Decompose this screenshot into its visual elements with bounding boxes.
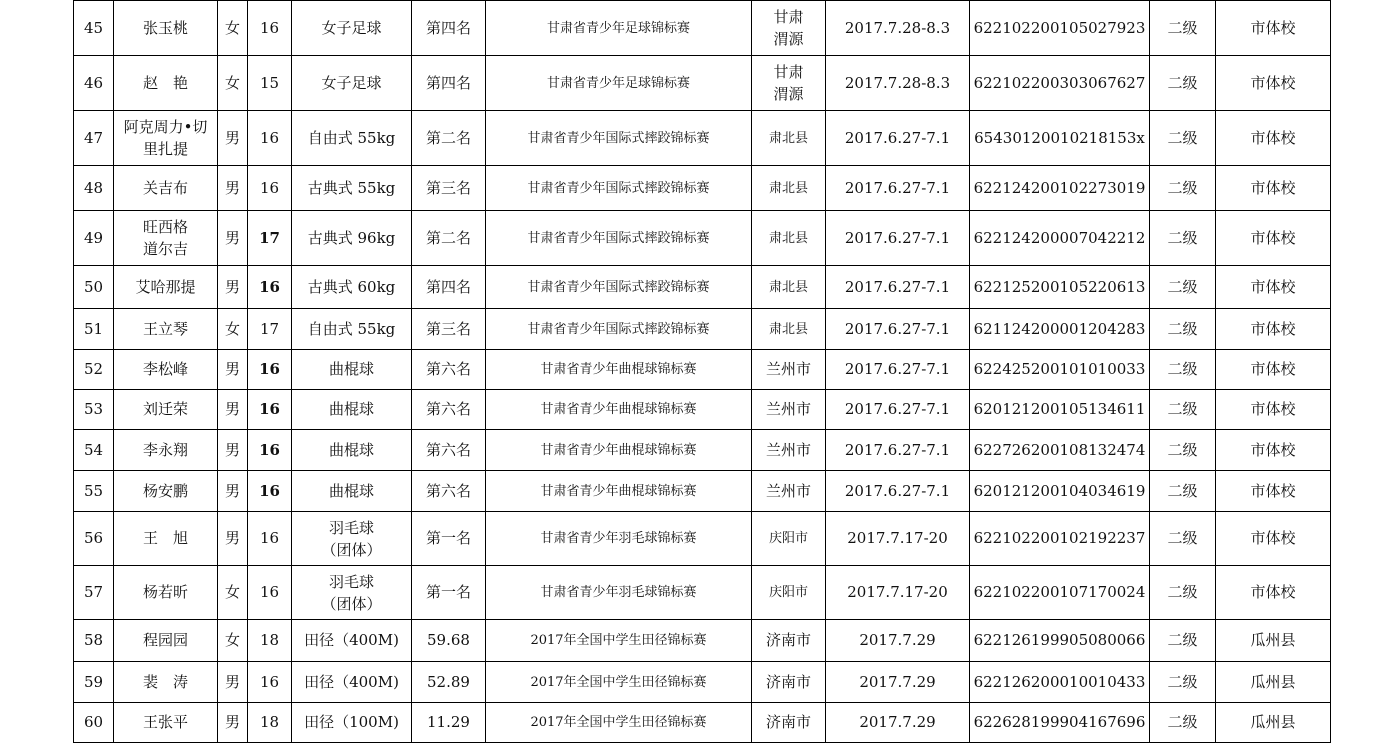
sex-cell: 女	[218, 566, 248, 620]
date-cell: 2017.6.27-7.1	[826, 350, 970, 390]
athlete-name-cell: 旺西格 道尔吉	[114, 211, 218, 266]
competition-name-cell: 甘肃省青少年足球锦标赛	[486, 56, 752, 111]
table-row	[74, 703, 1331, 743]
competition-name-cell: 甘肃省青少年国际式摔跤锦标赛	[486, 166, 752, 211]
venue-cell: 兰州市	[752, 390, 826, 430]
id-number-cell: 622125200105220613	[970, 266, 1150, 309]
table-row	[74, 430, 1331, 471]
age-cell: 15	[248, 56, 292, 111]
competition-name-cell: 甘肃省青少年足球锦标赛	[486, 1, 752, 56]
venue-cell: 兰州市	[752, 430, 826, 471]
result-cell: 第二名	[412, 111, 486, 166]
id-number-cell: 622102200303067627	[970, 56, 1150, 111]
unit-cell: 市体校	[1216, 1, 1331, 56]
grade-cell: 二级	[1150, 1, 1216, 56]
unit-cell: 瓜州县	[1216, 620, 1331, 662]
row-number-cell: 45	[74, 1, 114, 56]
age-cell: 16	[248, 430, 292, 471]
sex-cell: 男	[218, 390, 248, 430]
age-cell: 17	[248, 309, 292, 350]
id-number-cell: 622126199905080066	[970, 620, 1150, 662]
table-row	[74, 620, 1331, 662]
event-cell: 自由式 55kg	[292, 111, 412, 166]
result-cell: 第六名	[412, 430, 486, 471]
grade-cell: 二级	[1150, 703, 1216, 743]
sex-cell: 男	[218, 512, 248, 566]
id-number-cell: 622726200108132474	[970, 430, 1150, 471]
event-cell: 古典式 96kg	[292, 211, 412, 266]
event-cell: 羽毛球 （团体）	[292, 512, 412, 566]
venue-cell: 兰州市	[752, 471, 826, 512]
date-cell: 2017.6.27-7.1	[826, 309, 970, 350]
event-cell: 曲棍球	[292, 350, 412, 390]
row-number-cell: 55	[74, 471, 114, 512]
event-cell: 田径（400M)	[292, 662, 412, 703]
venue-cell: 兰州市	[752, 350, 826, 390]
venue-cell: 肃北县	[752, 211, 826, 266]
date-cell: 2017.6.27-7.1	[826, 430, 970, 471]
id-number-cell: 621124200001204283	[970, 309, 1150, 350]
event-cell: 古典式 55kg	[292, 166, 412, 211]
row-number-cell: 49	[74, 211, 114, 266]
row-number-cell: 57	[74, 566, 114, 620]
unit-cell: 市体校	[1216, 211, 1331, 266]
age-cell: 18	[248, 703, 292, 743]
result-cell: 第三名	[412, 309, 486, 350]
athlete-name-cell: 王张平	[114, 703, 218, 743]
unit-cell: 市体校	[1216, 430, 1331, 471]
athlete-name-cell: 李松峰	[114, 350, 218, 390]
venue-cell: 济南市	[752, 703, 826, 743]
date-cell: 2017.7.28-8.3	[826, 56, 970, 111]
sex-cell: 男	[218, 662, 248, 703]
athlete-name-cell: 杨若昕	[114, 566, 218, 620]
athlete-name-cell: 李永翔	[114, 430, 218, 471]
athlete-name-cell: 阿克周力•切 里扎提	[114, 111, 218, 166]
event-cell: 羽毛球 （团体）	[292, 566, 412, 620]
result-cell: 第六名	[412, 471, 486, 512]
grade-cell: 二级	[1150, 111, 1216, 166]
id-number-cell: 6543012001021815​3x	[970, 111, 1150, 166]
age-cell: 16	[248, 566, 292, 620]
athlete-name-cell: 王 旭	[114, 512, 218, 566]
grade-cell: 二级	[1150, 350, 1216, 390]
age-cell: 17	[248, 211, 292, 266]
table-row	[74, 309, 1331, 350]
grade-cell: 二级	[1150, 309, 1216, 350]
id-number-cell: 622102200107170024	[970, 566, 1150, 620]
competition-name-cell: 甘肃省青少年国际式摔跤锦标赛	[486, 266, 752, 309]
grade-cell: 二级	[1150, 56, 1216, 111]
grade-cell: 二级	[1150, 211, 1216, 266]
event-cell: 田径（400M)	[292, 620, 412, 662]
competition-name-cell: 2017年全国中学生田径锦标赛	[486, 703, 752, 743]
unit-cell: 市体校	[1216, 390, 1331, 430]
venue-cell: 肃北县	[752, 111, 826, 166]
event-cell: 曲棍球	[292, 430, 412, 471]
sex-cell: 男	[218, 350, 248, 390]
date-cell: 2017.6.27-7.1	[826, 471, 970, 512]
competition-name-cell: 2017年全国中学生田径锦标赛	[486, 620, 752, 662]
sex-cell: 女	[218, 309, 248, 350]
grade-cell: 二级	[1150, 430, 1216, 471]
age-cell: 16	[248, 512, 292, 566]
grade-cell: 二级	[1150, 566, 1216, 620]
table-row	[74, 166, 1331, 211]
age-cell: 16	[248, 111, 292, 166]
sex-cell: 男	[218, 111, 248, 166]
id-number-cell: 622102200105027923	[970, 1, 1150, 56]
event-cell: 田径（100M)	[292, 703, 412, 743]
table-body	[74, 1, 1331, 743]
id-number-cell: 622126200010010433	[970, 662, 1150, 703]
id-number-cell: 620121200104034619	[970, 471, 1150, 512]
date-cell: 2017.7.17-20	[826, 566, 970, 620]
date-cell: 2017.7.29	[826, 620, 970, 662]
table-row	[74, 266, 1331, 309]
result-cell: 59.68	[412, 620, 486, 662]
id-number-cell: 622124200102273019	[970, 166, 1150, 211]
venue-cell: 甘肃 渭源	[752, 56, 826, 111]
table-row	[74, 471, 1331, 512]
grade-cell: 二级	[1150, 166, 1216, 211]
competition-name-cell: 甘肃省青少年羽毛球锦标赛	[486, 566, 752, 620]
result-cell: 第四名	[412, 266, 486, 309]
grade-cell: 二级	[1150, 512, 1216, 566]
id-number-cell: 622628199904167696	[970, 703, 1150, 743]
sex-cell: 女	[218, 56, 248, 111]
date-cell: 2017.6.27-7.1	[826, 166, 970, 211]
unit-cell: 市体校	[1216, 56, 1331, 111]
athlete-name-cell: 杨安鹏	[114, 471, 218, 512]
age-cell: 18	[248, 620, 292, 662]
sex-cell: 男	[218, 211, 248, 266]
date-cell: 2017.6.27-7.1	[826, 211, 970, 266]
id-number-cell: 622102200102192237	[970, 512, 1150, 566]
unit-cell: 市体校	[1216, 266, 1331, 309]
competition-name-cell: 甘肃省青少年曲棍球锦标赛	[486, 471, 752, 512]
unit-cell: 瓜州县	[1216, 662, 1331, 703]
result-cell: 第三名	[412, 166, 486, 211]
athlete-name-cell: 关吉布	[114, 166, 218, 211]
sex-cell: 男	[218, 703, 248, 743]
row-number-cell: 50	[74, 266, 114, 309]
id-number-cell: 622124200007042212	[970, 211, 1150, 266]
athlete-name-cell: 赵 艳	[114, 56, 218, 111]
result-cell: 第四名	[412, 1, 486, 56]
date-cell: 2017.6.27-7.1	[826, 390, 970, 430]
row-number-cell: 53	[74, 390, 114, 430]
event-cell: 曲棍球	[292, 390, 412, 430]
athlete-name-cell: 艾哈那提	[114, 266, 218, 309]
venue-cell: 肃北县	[752, 309, 826, 350]
age-cell: 16	[248, 350, 292, 390]
table-row	[74, 662, 1331, 703]
unit-cell: 瓜州县	[1216, 703, 1331, 743]
athlete-name-cell: 裴 涛	[114, 662, 218, 703]
date-cell: 2017.6.27-7.1	[826, 266, 970, 309]
competition-name-cell: 甘肃省青少年国际式摔跤锦标赛	[486, 111, 752, 166]
result-cell: 第一名	[412, 512, 486, 566]
sex-cell: 男	[218, 430, 248, 471]
table-row	[74, 512, 1331, 566]
result-cell: 11.29	[412, 703, 486, 743]
table-row	[74, 56, 1331, 111]
age-cell: 16	[248, 471, 292, 512]
athlete-name-cell: 张玉桃	[114, 1, 218, 56]
id-number-cell: 622425200101010033	[970, 350, 1150, 390]
date-cell: 2017.7.17-20	[826, 512, 970, 566]
result-cell: 第二名	[412, 211, 486, 266]
venue-cell: 甘肃 渭源	[752, 1, 826, 56]
unit-cell: 市体校	[1216, 471, 1331, 512]
row-number-cell: 59	[74, 662, 114, 703]
sex-cell: 女	[218, 620, 248, 662]
venue-cell: 庆阳市	[752, 512, 826, 566]
event-cell: 女子足球	[292, 56, 412, 111]
grade-cell: 二级	[1150, 620, 1216, 662]
athlete-name-cell: 程园园	[114, 620, 218, 662]
table-row	[74, 1, 1331, 56]
table-row	[74, 211, 1331, 266]
unit-cell: 市体校	[1216, 309, 1331, 350]
row-number-cell: 58	[74, 620, 114, 662]
row-number-cell: 52	[74, 350, 114, 390]
competition-name-cell: 甘肃省青少年羽毛球锦标赛	[486, 512, 752, 566]
row-number-cell: 48	[74, 166, 114, 211]
result-cell: 第四名	[412, 56, 486, 111]
unit-cell: 市体校	[1216, 566, 1331, 620]
table-row	[74, 111, 1331, 166]
venue-cell: 肃北县	[752, 266, 826, 309]
sex-cell: 男	[218, 266, 248, 309]
competition-name-cell: 甘肃省青少年曲棍球锦标赛	[486, 430, 752, 471]
row-number-cell: 46	[74, 56, 114, 111]
date-cell: 2017.7.28-8.3	[826, 1, 970, 56]
athlete-table	[73, 0, 1331, 743]
event-cell: 古典式 60kg	[292, 266, 412, 309]
row-number-cell: 51	[74, 309, 114, 350]
venue-cell: 肃北县	[752, 166, 826, 211]
age-cell: 16	[248, 662, 292, 703]
date-cell: 2017.7.29	[826, 703, 970, 743]
competition-name-cell: 2017年全国中学生田径锦标赛	[486, 662, 752, 703]
venue-cell: 庆阳市	[752, 566, 826, 620]
competition-name-cell: 甘肃省青少年国际式摔跤锦标赛	[486, 211, 752, 266]
event-cell: 女子足球	[292, 1, 412, 56]
result-cell: 52.89	[412, 662, 486, 703]
table-row	[74, 350, 1331, 390]
date-cell: 2017.7.29	[826, 662, 970, 703]
sex-cell: 男	[218, 166, 248, 211]
date-cell: 2017.6.27-7.1	[826, 111, 970, 166]
unit-cell: 市体校	[1216, 111, 1331, 166]
athlete-name-cell: 王立琴	[114, 309, 218, 350]
grade-cell: 二级	[1150, 390, 1216, 430]
event-cell: 自由式 55kg	[292, 309, 412, 350]
age-cell: 16	[248, 266, 292, 309]
result-cell: 第六名	[412, 390, 486, 430]
sex-cell: 男	[218, 471, 248, 512]
id-number-cell: 620121200105134611	[970, 390, 1150, 430]
competition-name-cell: 甘肃省青少年曲棍球锦标赛	[486, 390, 752, 430]
table-row	[74, 390, 1331, 430]
grade-cell: 二级	[1150, 471, 1216, 512]
unit-cell: 市体校	[1216, 512, 1331, 566]
result-cell: 第六名	[412, 350, 486, 390]
result-cell: 第一名	[412, 566, 486, 620]
competition-name-cell: 甘肃省青少年国际式摔跤锦标赛	[486, 309, 752, 350]
grade-cell: 二级	[1150, 266, 1216, 309]
competition-name-cell: 甘肃省青少年曲棍球锦标赛	[486, 350, 752, 390]
athlete-name-cell: 刘迁荣	[114, 390, 218, 430]
table-row	[74, 566, 1331, 620]
venue-cell: 济南市	[752, 662, 826, 703]
row-number-cell: 47	[74, 111, 114, 166]
unit-cell: 市体校	[1216, 350, 1331, 390]
unit-cell: 市体校	[1216, 166, 1331, 211]
row-number-cell: 60	[74, 703, 114, 743]
age-cell: 16	[248, 166, 292, 211]
row-number-cell: 54	[74, 430, 114, 471]
event-cell: 曲棍球	[292, 471, 412, 512]
grade-cell: 二级	[1150, 662, 1216, 703]
sex-cell: 女	[218, 1, 248, 56]
row-number-cell: 56	[74, 512, 114, 566]
age-cell: 16	[248, 1, 292, 56]
venue-cell: 济南市	[752, 620, 826, 662]
age-cell: 16	[248, 390, 292, 430]
